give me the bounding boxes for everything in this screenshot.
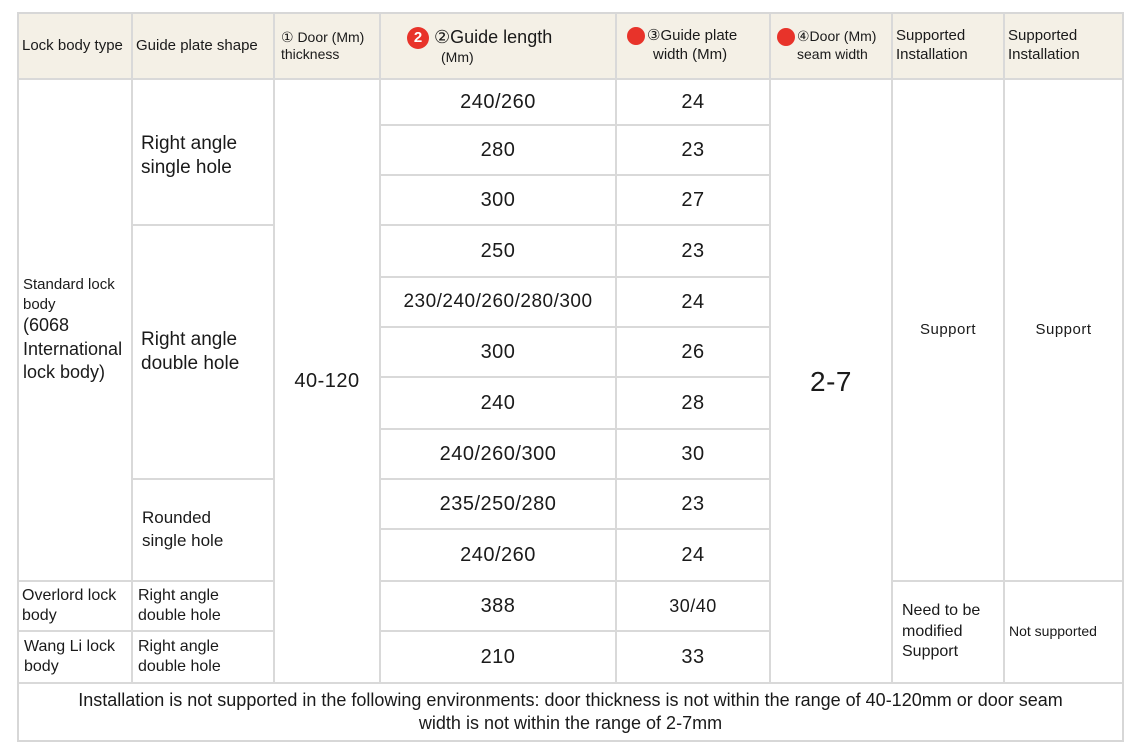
table-row-length <box>381 226 617 278</box>
cell-text: Support <box>902 643 959 661</box>
header-door-seam-width <box>771 14 893 80</box>
cell-text: 388 <box>480 594 516 617</box>
lock-type-wangli <box>19 632 133 684</box>
header-text: Guide plate shape <box>136 36 258 54</box>
header-guide-plate-width <box>617 14 771 80</box>
shape-right-angle-single-hole <box>133 80 275 226</box>
table-row-width <box>617 176 771 226</box>
header-text: ②Guide length <box>434 26 553 47</box>
cell-text: 30/40 <box>669 595 717 616</box>
cell-text: 33 <box>681 645 705 668</box>
table-row-width <box>617 80 771 126</box>
support-other-a <box>893 582 1005 684</box>
cell-text: single hole <box>142 531 224 550</box>
cell-text: 2-7 <box>810 365 852 397</box>
cell-text: Right angle <box>138 638 219 655</box>
table-row-width <box>617 582 771 632</box>
support-standard-b <box>1005 80 1122 582</box>
lock-type-standard <box>19 80 133 582</box>
red-dot-icon <box>627 27 645 45</box>
lock-type-overlord <box>19 582 133 632</box>
table-row-length <box>381 430 617 480</box>
cell-text: double hole <box>138 607 221 624</box>
header-supported-installation-1 <box>893 14 1005 80</box>
cell-text: body <box>24 658 59 675</box>
table-row-length <box>381 632 617 684</box>
cell-text: 23 <box>681 138 705 161</box>
cell-text: 26 <box>681 340 705 363</box>
cell-text: 280 <box>480 138 516 161</box>
table-row-width <box>617 126 771 176</box>
cell-text: modified <box>902 622 963 640</box>
header-text: ① Door (Mm) <box>281 28 365 45</box>
cell-text: double hole <box>141 353 240 374</box>
cell-text: Right angle <box>141 329 238 351</box>
footer-line: width is not within the range of 2-7mm <box>418 713 723 733</box>
cell-text: 250 <box>480 239 516 262</box>
table-row-width <box>617 480 771 530</box>
table-row-length <box>381 582 617 632</box>
cell-text: International <box>23 338 123 359</box>
header-guide-width-title <box>627 27 737 46</box>
cell-text: 230/240/260/280/300 <box>403 291 593 313</box>
header-text: (Mm) <box>441 48 474 65</box>
support-other-b <box>1005 582 1122 684</box>
header-text: seam width <box>797 46 868 63</box>
cell-text: 40-120 <box>294 369 360 392</box>
cell-text: 23 <box>681 239 705 262</box>
header-guide-length-title <box>407 26 552 49</box>
cell-text: 300 <box>480 340 516 363</box>
shape-overlord-double-hole <box>133 582 275 632</box>
footer-note <box>19 684 1122 740</box>
cell-text: double hole <box>138 658 221 675</box>
header-text: Supported <box>1008 27 1078 45</box>
cell-text: body <box>22 607 57 624</box>
header-door-thickness <box>275 14 381 80</box>
cell-text: 30 <box>681 442 705 465</box>
cell-text: 300 <box>480 188 516 211</box>
door-thickness-value <box>275 80 381 684</box>
cell-text: 27 <box>681 188 705 211</box>
header-guide-plate-shape <box>133 14 275 80</box>
header-text: ③Guide plate <box>647 27 738 45</box>
cell-text: 240/260 <box>460 90 536 113</box>
cell-text: body <box>23 295 56 313</box>
header-text: ④Door (Mm) <box>797 28 877 45</box>
cell-text: Standard lock <box>23 276 115 294</box>
cell-text: 210 <box>480 645 516 668</box>
table-row-length <box>381 328 617 378</box>
cell-text: 24 <box>681 90 705 113</box>
table-row-length <box>381 530 617 582</box>
table-row-length <box>381 480 617 530</box>
header-lock-body-type <box>19 14 133 80</box>
cell-text: 24 <box>681 290 705 313</box>
table-row-width <box>617 278 771 328</box>
shape-rounded-single-hole <box>133 480 275 582</box>
cell-text: Rounded <box>142 508 212 528</box>
header-text: width (Mm) <box>653 46 728 63</box>
table-row-width <box>617 226 771 278</box>
cell-text: 240 <box>480 391 516 414</box>
table-row-length <box>381 278 617 328</box>
cell-text: 23 <box>681 492 705 515</box>
number-2-badge-icon: 2 <box>407 27 429 49</box>
cell-text: Wang Li lock <box>24 638 115 655</box>
header-text: Installation <box>1008 46 1080 63</box>
shape-right-angle-double-hole <box>133 226 275 480</box>
support-standard-a <box>893 80 1005 582</box>
table-row-width <box>617 328 771 378</box>
red-dot-icon <box>777 28 795 46</box>
table-row-width <box>617 530 771 582</box>
cell-text: Right angle <box>141 133 238 154</box>
seam-width-value <box>771 80 893 684</box>
table-row-length <box>381 378 617 430</box>
table-row-width <box>617 430 771 480</box>
cell-text: Support <box>1035 320 1092 338</box>
table-row-width <box>617 632 771 684</box>
cell-text: 240/260 <box>460 543 536 566</box>
cell-text: 235/250/280 <box>439 492 557 515</box>
cell-text: Need to be <box>902 601 981 619</box>
header-text: Installation <box>896 46 968 63</box>
header-text: Lock body type <box>22 36 123 54</box>
lock-spec-table <box>17 12 1124 742</box>
cell-text: 24 <box>681 543 705 566</box>
table-row-length <box>381 126 617 176</box>
cell-text: Not supported <box>1009 623 1097 640</box>
cell-text: 28 <box>681 391 705 414</box>
header-seam-title <box>777 28 876 46</box>
table-row-length <box>381 80 617 126</box>
header-guide-length <box>381 14 617 80</box>
cell-text: single hole <box>141 156 232 178</box>
cell-text: Overlord lock <box>22 587 117 604</box>
cell-text: lock body) <box>23 362 106 383</box>
cell-text: Support <box>919 320 977 338</box>
table-row-length <box>381 176 617 226</box>
header-supported-installation-2 <box>1005 14 1122 80</box>
cell-text: (6068 <box>23 315 70 336</box>
cell-text: 240/260/300 <box>439 442 557 465</box>
footer-line: Installation is not supported in the following environments: door thickness is not within the range of 40-120mm or door seam <box>78 690 1063 710</box>
table-row-width <box>617 378 771 430</box>
cell-text: Right angle <box>138 587 219 604</box>
shape-wangli-double-hole <box>133 632 275 684</box>
header-text: thickness <box>281 46 340 62</box>
header-text: Supported <box>896 27 966 45</box>
